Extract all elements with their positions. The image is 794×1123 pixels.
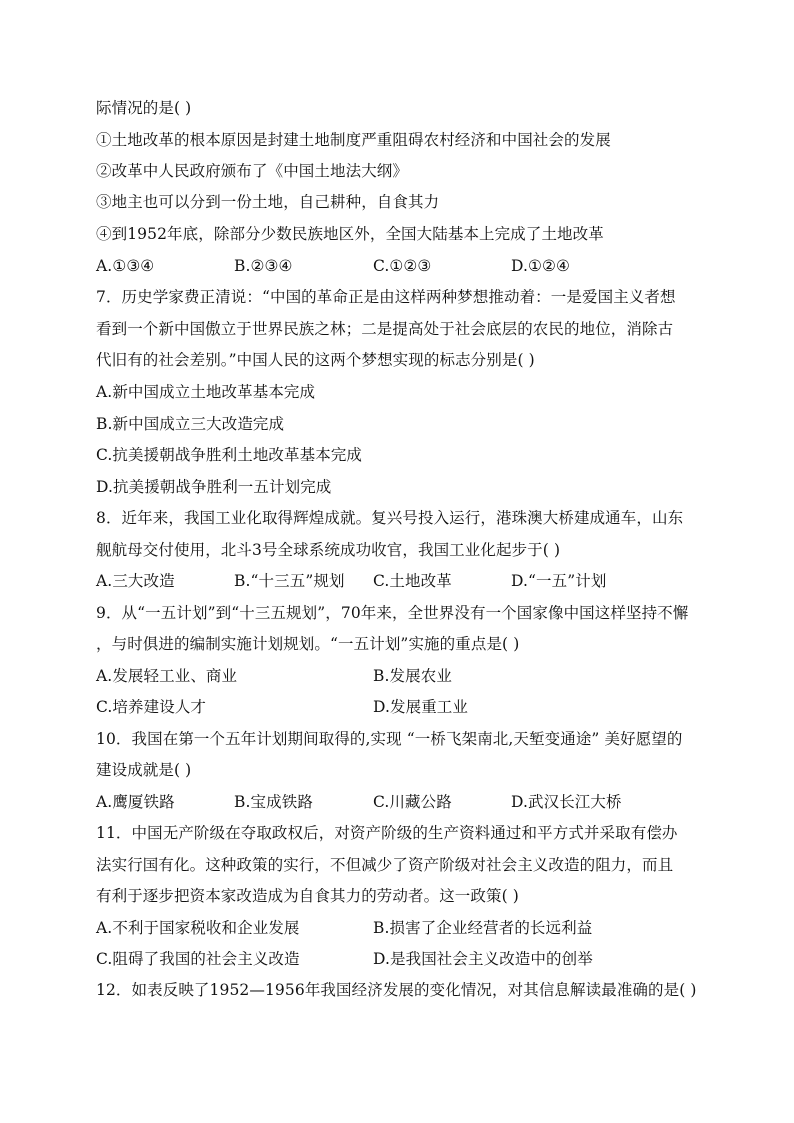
q11-option-c[interactable]: C.阻碍了我国的社会主义改造 <box>96 950 300 968</box>
q7-option-c[interactable]: C.抗美援朝战争胜利土地改革基本完成 <box>96 446 363 464</box>
q9-stem-line-1: 9．从“一五计划”到“十三五规划”，70年来，全世界没有一个国家像中国这样坚持不懈 <box>96 604 689 622</box>
q6-item-3: ③地主也可以分到一份土地，自己耕种，自食其力 <box>96 193 440 211</box>
q6-option-c[interactable]: C.①②③ <box>373 257 432 275</box>
q7-stem-line-3: 代旧有的社会差别。”中国人民的这两个梦想实现的标志分别是( ) <box>96 351 535 369</box>
q10-stem-line-1: 10．我国在第一个五年计划期间取得的,实现 “一桥飞架南北,天堑变通途” 美好愿望的 <box>96 730 683 748</box>
q9-stem-line-2: ，与时俱进的编制实施计划规划。“一五计划”实施的重点是( ) <box>96 635 520 653</box>
q11-stem-line-1: 11．中国无产阶级在夺取政权后，对资产阶级的生产资料通过和平方式并采取有偿办 <box>96 824 678 842</box>
q9-option-a[interactable]: A.发展轻工业、商业 <box>96 667 238 685</box>
q11-option-d[interactable]: D.是我国社会主义改造中的创举 <box>373 950 593 968</box>
q8-option-c[interactable]: C.土地改革 <box>373 572 452 590</box>
q6-option-a[interactable]: A.①③④ <box>96 257 155 275</box>
q8-option-b[interactable]: B.“十三五”规划 <box>234 572 345 590</box>
q10-option-d[interactable]: D.武汉长江大桥 <box>511 793 622 811</box>
q7-option-d[interactable]: D.抗美援朝战争胜利一五计划完成 <box>96 478 332 496</box>
q6-item-4: ④到1952年底，除部分少数民族地区外，全国大陆基本上完成了土地改革 <box>96 225 604 243</box>
q6-item-2: ②改革中人民政府颁布了《中国土地法大纲》 <box>96 162 409 180</box>
q8-stem-line-1: 8．近年来，我国工业化取得辉煌成就。复兴号投入运行，港珠澳大桥建成通车，山东 <box>96 509 684 527</box>
q6-item-1: ①土地改革的根本原因是封建土地制度严重阻碍农村经济和中国社会的发展 <box>96 131 611 149</box>
q7-stem-line-1: 7．历史学家费正清说：“中国的革命正是由这样两种梦想推动着：一是爱国主义者想 <box>96 288 676 306</box>
q6-option-d[interactable]: D.①②④ <box>511 257 570 275</box>
q9-option-c[interactable]: C.培养建设人才 <box>96 698 207 716</box>
q9-option-b[interactable]: B.发展农业 <box>373 667 452 685</box>
q8-stem-line-2: 舰航母交付使用，北斗3号全球系统成功收官，我国工业化起步于( ) <box>96 541 561 559</box>
q7-stem-line-2: 看到一个新中国傲立于世界民族之林；二是提高处于社会底层的农民的地位，消除古 <box>96 320 674 338</box>
q7-option-a[interactable]: A.新中国成立土地改革基本完成 <box>96 383 316 401</box>
q7-option-b[interactable]: B.新中国成立三大改造完成 <box>96 415 285 433</box>
q11-option-a[interactable]: A.不利于国家税收和企业发展 <box>96 919 300 937</box>
q11-stem-line-3: 有利于逐步把资本家改造成为自食其力的劳动者。这一政策( ) <box>96 887 519 905</box>
q10-option-b[interactable]: B.宝成铁路 <box>234 793 313 811</box>
q8-option-a[interactable]: A.三大改造 <box>96 572 175 590</box>
q10-stem-line-2: 建设成就是( ) <box>96 761 192 779</box>
q9-option-d[interactable]: D.发展重工业 <box>373 698 469 716</box>
q12-stem-line-1: 12．如表反映了1952—1956年我国经济发展的变化情况，对其信息解读最准确的是( ) <box>96 981 697 999</box>
q11-option-b[interactable]: B.损害了企业经营者的长远利益 <box>373 919 593 937</box>
q8-option-d[interactable]: D.“一五”计划 <box>511 572 607 590</box>
q10-option-a[interactable]: A.鹰厦铁路 <box>96 793 175 811</box>
q11-stem-line-2: 法实行国有化。这种政策的实行，不但减少了资产阶级对社会主义改造的阻力，而且 <box>96 856 674 874</box>
q6-stem-tail: 际情况的是( ) <box>96 99 192 117</box>
q10-option-c[interactable]: C.川藏公路 <box>373 793 452 811</box>
q6-option-b[interactable]: B.②③④ <box>234 257 293 275</box>
